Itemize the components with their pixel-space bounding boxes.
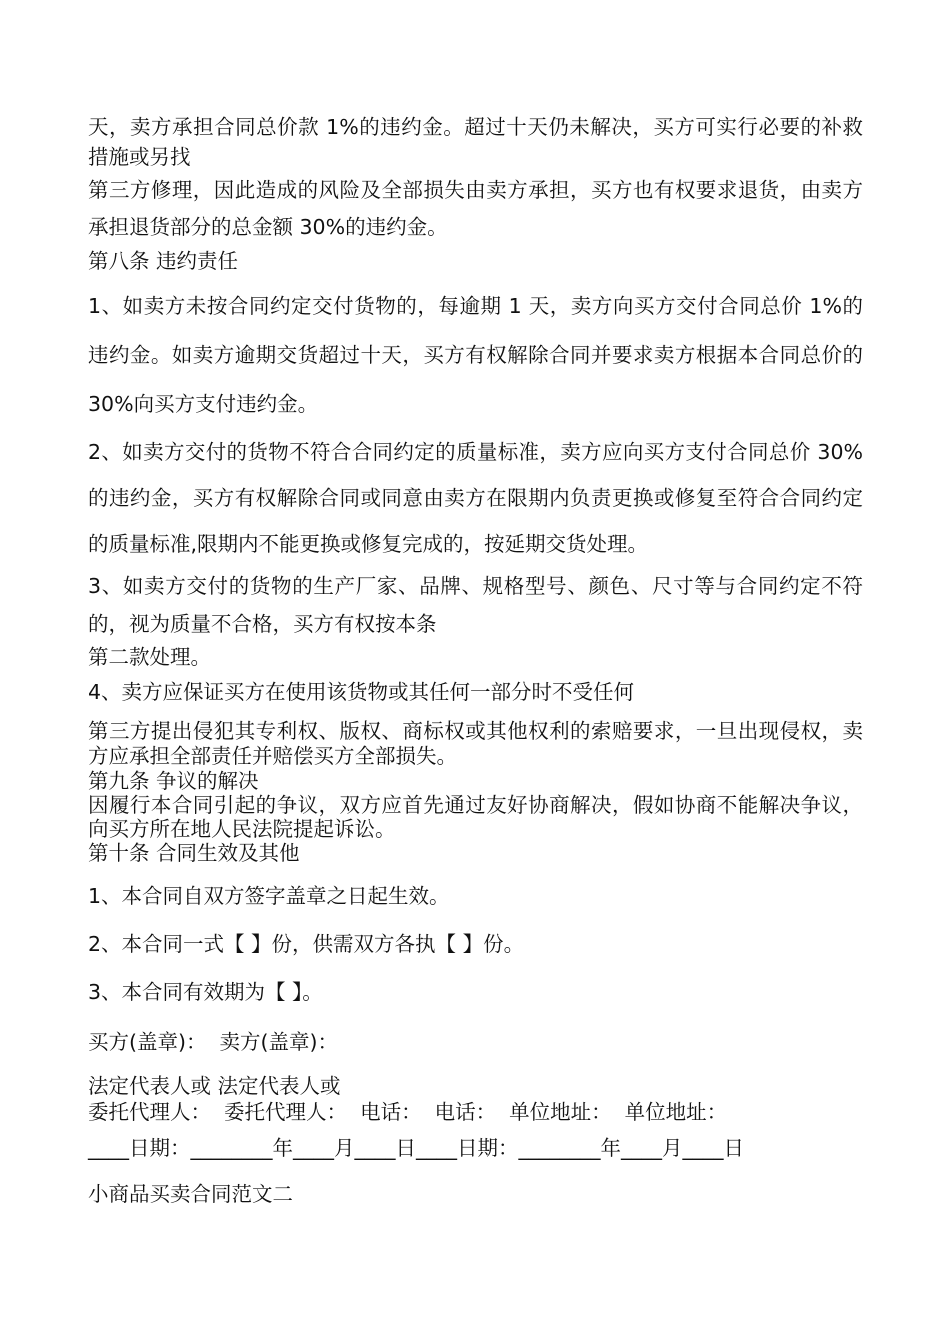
paragraph: 第十条 合同生效及其他 <box>88 841 300 865</box>
paragraph: 1、如卖方未按合同约定交付货物的，每逾期 1 天，卖方向买方交付合同总价 1%的违约金。如卖方逾期交货超过十天，买方有权解除合同并要求卖方根据本合同总价的 30%向买方支付违约金。 <box>88 294 870 416</box>
paragraph: 第九条 争议的解决 <box>88 769 259 793</box>
document-body <box>88 112 870 1209</box>
paragraph: ____日期：________年____月____日____日期：________年____月____日 <box>88 1136 744 1160</box>
paragraph: 第二款处理。 <box>88 645 211 669</box>
paragraph: 第八条 违约责任 <box>88 249 239 273</box>
paragraph: 因履行本合同引起的争议，双方应首先通过友好协商解决，假如协商不能解决争议，向买方所在地人民法院提起诉讼。 <box>88 793 863 841</box>
paragraph: 小商品买卖合同范文二 <box>88 1182 293 1206</box>
paragraph: 2、本合同一式【 】份，供需双方各执【 】份。 <box>88 932 525 956</box>
paragraph: 第三方修理，因此造成的风险及全部损失由卖方承担，买方也有权要求退货，由卖方承担退货部分的总金额 30%的违约金。 <box>88 178 863 239</box>
paragraph: 委托代理人： 委托代理人： 电话： 电话： 单位地址： 单位地址： <box>88 1100 728 1124</box>
paragraph: 2、如卖方交付的货物不符合合同约定的质量标准，卖方应向买方支付合同总价 30%的违约金，买方有权解除合同或同意由卖方在限期内负责更换或修复至符合合同约定的质量标准,限期内不能更换或修复完成的，按延期交货处理。 <box>88 440 863 556</box>
paragraph: 3、本合同有效期为【 】。 <box>88 980 323 1004</box>
paragraph: 1、本合同自双方签字盖章之日起生效。 <box>88 884 450 908</box>
paragraph: 第三方提出侵犯其专利权、版权、商标权或其他权利的索赔要求，一旦出现侵权，卖方应承担全部责任并赔偿买方全部损失。 <box>88 719 863 768</box>
paragraph: 4、卖方应保证买方在使用该货物或其任何一部分时不受任何 <box>88 680 635 704</box>
paragraph: 天，卖方承担合同总价款 1%的违约金。超过十天仍未解决，买方可实行必要的补救措施或另找 <box>88 115 863 169</box>
paragraph: 买方(盖章)： 卖方(盖章)： <box>88 1030 339 1054</box>
paragraph: 3、如卖方交付的货物的生产厂家、品牌、规格型号、颜色、尺寸等与合同约定不符的，视为质量不合格，买方有权按本条 <box>88 574 863 636</box>
paragraph: 法定代表人或 法定代表人或 <box>88 1074 341 1098</box>
